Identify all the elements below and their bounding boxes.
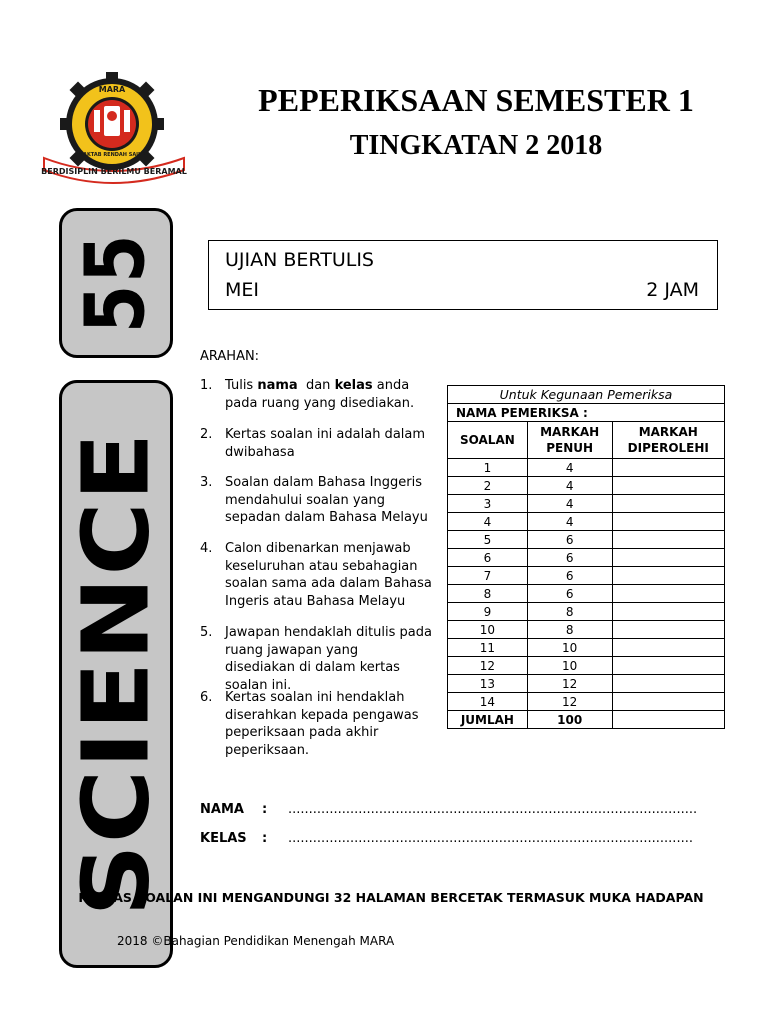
instruction-item	[200, 689, 432, 759]
table-row	[448, 549, 725, 567]
full-marks-cell: 6	[527, 531, 612, 549]
logo-top-text: MARA	[98, 85, 126, 94]
obtained-marks-cell[interactable]	[612, 657, 724, 675]
full-marks-cell: 4	[527, 513, 612, 531]
exam-title-line1: PEPERIKSAAN SEMESTER 1	[258, 82, 694, 118]
instruction-item	[200, 377, 432, 412]
column-header-full-marks: MARKAH PENUH	[527, 422, 612, 459]
obtained-marks-cell[interactable]	[612, 495, 724, 513]
table-row	[448, 567, 725, 585]
exam-title-line2: TINGKATAN 2 2018	[349, 130, 603, 161]
obtained-marks-cell[interactable]	[612, 531, 724, 549]
total-row	[448, 711, 725, 729]
instruction-item	[200, 426, 432, 461]
name-colon: :	[262, 802, 268, 817]
marks-rows	[448, 459, 725, 711]
question-number-cell: 14	[448, 693, 528, 711]
examiner-name-label: NAMA PEMERIKSA :	[448, 404, 725, 422]
full-marks-cell: 10	[527, 657, 612, 675]
instruction-text: Soalan dalam Bahasa Inggeris mendahului soalan yang sepadan dalam Bahasa Melayu	[225, 475, 428, 525]
question-number-cell: 3	[448, 495, 528, 513]
class-field[interactable]	[200, 831, 693, 846]
examiner-marks-table	[447, 385, 725, 729]
examiner-name-row	[448, 404, 725, 422]
instruction-number: 6.	[200, 690, 213, 705]
question-number-cell: 5	[448, 531, 528, 549]
instruction-text: Kertas soalan ini hendaklah diserahkan kepada pengawas peperiksaan pada akhir peperiksaan.	[225, 690, 419, 758]
instruction-item	[200, 474, 432, 527]
question-number-cell: 9	[448, 603, 528, 621]
full-marks-cell: 4	[527, 477, 612, 495]
table-title-row	[448, 386, 725, 404]
exam-duration: 2 JAM	[646, 279, 699, 301]
subject-name: SCIENCE	[62, 431, 170, 917]
table-row	[448, 531, 725, 549]
name-label: NAMA	[200, 802, 244, 817]
question-number-cell: 2	[448, 477, 528, 495]
table-row	[448, 459, 725, 477]
page-count-note: KERTAS SOALAN INI MENGANDUNGI 32 HALAMAN BERCETAK TERMASUK MUKA HADAPAN	[78, 890, 704, 905]
name-dotted-line[interactable]: ...................................................................................................	[288, 802, 698, 817]
question-number-cell: 7	[448, 567, 528, 585]
copyright-text: 2018 ©Bahagian Pendidikan Menengah MARA	[117, 934, 395, 948]
table-row	[448, 639, 725, 657]
column-header-obtained-marks: MARKAH DIPEROLEHI	[612, 422, 724, 459]
question-number-cell: 4	[448, 513, 528, 531]
class-dotted-line[interactable]: ..................................................................................................	[288, 831, 693, 846]
question-number-cell: 8	[448, 585, 528, 603]
instruction-text: Calon dibenarkan menjawab keseluruhan atau sebahagian soalan sama ada dalam Bahasa Ingeris atau Bahasa Melayu	[225, 541, 432, 609]
question-number-cell: 13	[448, 675, 528, 693]
full-marks-cell: 6	[527, 549, 612, 567]
table-row	[448, 603, 725, 621]
instructions-heading: ARAHAN:	[200, 349, 260, 364]
obtained-marks-cell[interactable]	[612, 567, 724, 585]
instruction-number: 5.	[200, 625, 213, 640]
question-number-cell: 11	[448, 639, 528, 657]
obtained-marks-cell[interactable]	[612, 693, 724, 711]
table-title: Untuk Kegunaan Pemeriksa	[448, 386, 725, 404]
subject-code-tab	[59, 208, 173, 358]
question-number-cell: 1	[448, 459, 528, 477]
table-row	[448, 657, 725, 675]
full-marks-cell: 4	[527, 459, 612, 477]
full-marks-cell: 10	[527, 639, 612, 657]
instruction-number: 1.	[200, 378, 213, 393]
instruction-text: Kertas soalan ini adalah dalam dwibahasa	[225, 427, 426, 460]
obtained-marks-cell[interactable]	[612, 585, 724, 603]
table-header-row	[448, 422, 725, 459]
question-number-cell: 10	[448, 621, 528, 639]
full-marks-cell: 6	[527, 567, 612, 585]
obtained-marks-cell[interactable]	[612, 477, 724, 495]
full-marks-cell: 8	[527, 621, 612, 639]
obtained-marks-cell[interactable]	[612, 621, 724, 639]
obtained-marks-cell[interactable]	[612, 549, 724, 567]
table-row	[448, 693, 725, 711]
total-value: 100	[527, 711, 612, 729]
obtained-marks-cell[interactable]	[612, 603, 724, 621]
subject-code: 55	[68, 232, 164, 334]
class-colon: :	[262, 831, 268, 846]
instruction-item	[200, 624, 432, 694]
exam-type: UJIAN BERTULIS	[225, 249, 374, 271]
instruction-item	[200, 540, 432, 610]
table-row	[448, 477, 725, 495]
column-header-question: SOALAN	[448, 422, 528, 459]
table-row	[448, 513, 725, 531]
full-marks-cell: 6	[527, 585, 612, 603]
instruction-number: 2.	[200, 427, 213, 442]
full-marks-cell: 12	[527, 693, 612, 711]
table-row	[448, 675, 725, 693]
instruction-number: 3.	[200, 475, 213, 490]
obtained-marks-cell[interactable]	[612, 639, 724, 657]
table-row	[448, 621, 725, 639]
name-field[interactable]	[200, 802, 697, 817]
exam-info-box	[208, 240, 718, 310]
exam-month: MEI	[225, 279, 260, 301]
subject-name-tab	[59, 380, 173, 968]
full-marks-cell: 12	[527, 675, 612, 693]
question-number-cell: 6	[448, 549, 528, 567]
total-label: JUMLAH	[448, 711, 528, 729]
logo-inner-text: MAKTAB RENDAH SAINS	[78, 152, 146, 158]
instruction-text: Tulis nama dan kelas anda pada ruang yang disediakan.	[225, 378, 415, 411]
logo-motto: BERDISIPLIN BERILMU BERAMAL	[41, 167, 187, 176]
question-number-cell: 12	[448, 657, 528, 675]
full-marks-cell: 4	[527, 495, 612, 513]
mara-crest-logo	[34, 66, 194, 191]
instruction-number: 4.	[200, 541, 213, 556]
table-row	[448, 495, 725, 513]
instruction-text: Jawapan hendaklah ditulis pada ruang jawapan yang disediakan di dalam kertas soalan ini.	[225, 625, 432, 693]
obtained-marks-cell[interactable]	[612, 675, 724, 693]
table-row	[448, 585, 725, 603]
obtained-marks-cell[interactable]	[612, 459, 724, 477]
obtained-marks-cell[interactable]	[612, 513, 724, 531]
total-obtained-cell[interactable]	[612, 711, 724, 729]
full-marks-cell: 8	[527, 603, 612, 621]
class-label: KELAS	[200, 831, 247, 846]
